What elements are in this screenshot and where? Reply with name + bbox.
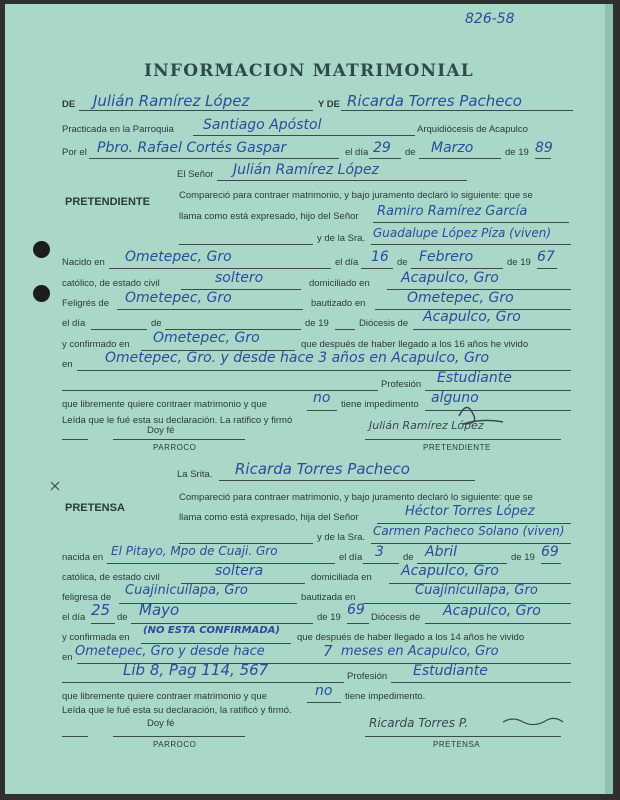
groom-parishioner-of: Ometepec, Gro xyxy=(125,290,232,306)
groom-name: Julián Ramírez López xyxy=(93,92,250,110)
bride-mother: Carmen Pacheco Solano (viven) xyxy=(373,524,565,538)
label-el-dia: el día xyxy=(335,257,359,268)
groom-no: no xyxy=(313,390,331,406)
groom-birthplace: Ometepec, Gro xyxy=(125,249,232,265)
bride-baptism-day: 25 xyxy=(91,601,111,619)
parish: Santiago Apóstol xyxy=(203,117,322,133)
label-pretendiente-signature: PRETENDIENTE xyxy=(423,443,491,452)
bride-no: no xyxy=(315,683,333,699)
label-de: de xyxy=(397,257,408,268)
text-doy-fe: Doy fé xyxy=(147,718,175,729)
bride-residence: Acapulco, Gro xyxy=(401,563,499,579)
corner-note: 826-58 xyxy=(465,11,515,27)
bride-civil-status: soltera xyxy=(215,563,264,579)
label-impedimento: tiene impedimento xyxy=(341,399,419,410)
label-diocesis: Diócesis de xyxy=(359,318,409,329)
label-la-srita: La Srita. xyxy=(177,469,213,480)
groom-profession: Estudiante xyxy=(437,370,512,386)
bride-father: Héctor Torres López xyxy=(405,504,535,519)
header-day: 29 xyxy=(373,140,391,156)
label-parroco: PARROCO xyxy=(153,443,197,452)
label-de: de xyxy=(151,318,162,329)
label-profesion: Profesión xyxy=(381,379,422,390)
label-confirmada: y confirmada en xyxy=(62,632,130,643)
label-en: en xyxy=(62,652,73,663)
groom-diocese: Acapulco, Gro xyxy=(423,309,521,325)
groom-confirmed-in: Ometepec, Gro xyxy=(153,330,260,346)
label-confirmado: y confirmado en xyxy=(62,339,130,350)
groom-civil-status: soltero xyxy=(215,270,264,286)
bride-baptism-month: Mayo xyxy=(139,601,180,619)
groom-residence: Acapulco, Gro xyxy=(401,270,499,286)
bride-name-2: Ricarda Torres Pacheco xyxy=(235,460,410,478)
label-domiciliado: domiciliado en xyxy=(309,278,370,289)
label-bautizada: bautizada en xyxy=(301,592,356,603)
label-por-el: Por el xyxy=(62,147,87,158)
label-y-sra: y de la Sra. xyxy=(317,233,366,244)
groom-birth-day: 16 xyxy=(371,249,389,265)
label-practicada: Practicada en la Parroquia xyxy=(62,124,174,135)
label-el-dia: el día xyxy=(62,612,86,623)
label-domiciliada: domiciliada en xyxy=(311,572,372,583)
bride-diocese: Acapulco, Gro xyxy=(443,603,541,619)
label-arquidiocesis: Arquidiócesis de Acapulco xyxy=(417,124,528,135)
label-de: de xyxy=(403,552,414,563)
label-de: de xyxy=(405,147,416,158)
text-libremente: que libremente quiere contraer matrimonio y que xyxy=(62,399,267,410)
label-impedimento: tiene impedimento. xyxy=(345,691,426,702)
label-de: DE xyxy=(62,99,76,110)
bride-birth-year: 69 xyxy=(541,544,559,560)
groom-name-2: Julián Ramírez López xyxy=(233,162,379,178)
cross-mark xyxy=(51,482,59,490)
document-page xyxy=(5,4,613,794)
groom-birth-year: 67 xyxy=(537,249,555,265)
label-pretensa-signature: PRETENSA xyxy=(433,740,481,749)
label-y-sra: y de la Sra. xyxy=(317,532,366,543)
text-comparecio: Compareció para contraer matrimonio, y bajo juramento declaró lo siguiente: que se xyxy=(179,190,533,201)
signature-flourish xyxy=(503,718,563,724)
text-leida: Leída que le fué esta su declaración. La ratifico y firmó xyxy=(62,415,293,426)
label-catolico: católico, de estado civil xyxy=(62,278,160,289)
bride-parishioner-of: Cuajinicuilapa, Gro xyxy=(125,583,248,598)
text-leida: Leída que le fué esta su declaración, la ratificó y firmó. xyxy=(62,705,292,716)
label-y-de: Y DE xyxy=(318,99,341,110)
bride-birth-day: 3 xyxy=(375,544,384,560)
groom-baptized-in: Ometepec, Gro xyxy=(407,290,514,306)
bride-baptism-year: 69 xyxy=(347,602,365,618)
groom-mother: Guadalupe López Píza (viven) xyxy=(373,226,552,240)
label-en: en xyxy=(62,359,73,370)
text-doy-fe: Doy fé xyxy=(147,425,175,436)
label-de-19: de 19 xyxy=(317,612,341,623)
parroco-initial-mark xyxy=(459,407,503,424)
text-llama: llama como está expresado, hijo del Señor xyxy=(179,211,359,222)
groom-birth-month: Febrero xyxy=(419,249,474,265)
label-el-senor: El Señor xyxy=(177,169,214,180)
text-libremente: que libremente quiere contraer matrimonio y que xyxy=(62,691,267,702)
bride-signature: Ricarda Torres P. xyxy=(369,716,469,730)
label-parroco: PARROCO xyxy=(153,740,197,749)
bride-birthplace: El Pitayo, Mpo de Cuaji. Gro xyxy=(111,544,278,558)
groom-signature: Julián Ramírez López xyxy=(369,419,484,432)
bride-profession: Estudiante xyxy=(413,663,488,679)
label-de-19: de 19 xyxy=(505,147,529,158)
priest-name: Pbro. Rafael Cortés Gaspar xyxy=(97,140,287,156)
label-de-19: de 19 xyxy=(305,318,329,329)
page-title: INFORMACION MATRIMONIAL xyxy=(144,61,474,81)
text-comparecio: Compareció para contraer matrimonio, y bajo juramento declaró lo siguiente: que se xyxy=(179,492,533,503)
text-despues: que después de haber llegado a los 16 años he vivido xyxy=(301,339,529,350)
bride-lived-in-2: meses en Acapulco, Gro xyxy=(341,644,499,659)
label-nacido: Nacido en xyxy=(62,257,105,268)
text-despues: que después de haber llegado a los 14 años he vivido xyxy=(297,632,525,643)
bride-lived-in-1: Ometepec, Gro y desde hace xyxy=(75,644,265,659)
label-nacida: nacida en xyxy=(62,552,104,563)
text-llama: llama como está expresado, hija del Señor xyxy=(179,512,359,523)
book-reference: Lib 8, Pag 114, 567 xyxy=(123,661,269,679)
handwritten-marks xyxy=(5,4,613,794)
label-profesion: Profesión xyxy=(347,671,388,682)
header-month: Marzo xyxy=(431,140,474,156)
label-el-dia: el día xyxy=(339,552,363,563)
section-pretensa: PRETENSA xyxy=(65,502,125,514)
header-year: 89 xyxy=(535,140,553,156)
label-el-dia: el día xyxy=(345,147,369,158)
label-feligres: Feligrés de xyxy=(62,298,109,309)
groom-father: Ramiro Ramírez García xyxy=(377,204,528,219)
label-de-19: de 19 xyxy=(507,257,531,268)
label-diocesis: Diócesis de xyxy=(371,612,421,623)
label-el-dia: el día xyxy=(62,318,86,329)
bride-baptized-in: Cuajinicuilapa, Gro xyxy=(415,583,538,598)
section-pretendiente: PRETENDIENTE xyxy=(65,196,150,208)
bride-birth-month: Abril xyxy=(425,544,457,560)
label-feligresa: feligresa de xyxy=(62,592,112,603)
label-bautizado: bautizado en xyxy=(311,298,366,309)
groom-impediment: alguno xyxy=(431,390,479,406)
bride-lived-months: 7 xyxy=(323,642,333,660)
label-de-19: de 19 xyxy=(511,552,535,563)
label-de: de xyxy=(117,612,128,623)
bride-name: Ricarda Torres Pacheco xyxy=(347,92,522,110)
label-catolica: católica, de estado civil xyxy=(62,572,160,583)
bride-confirmed-in: (NO ESTA CONFIRMADA) xyxy=(143,625,280,636)
groom-lived-in: Ometepec, Gro. y desde hace 3 años en Acapulco, Gro xyxy=(105,350,490,366)
